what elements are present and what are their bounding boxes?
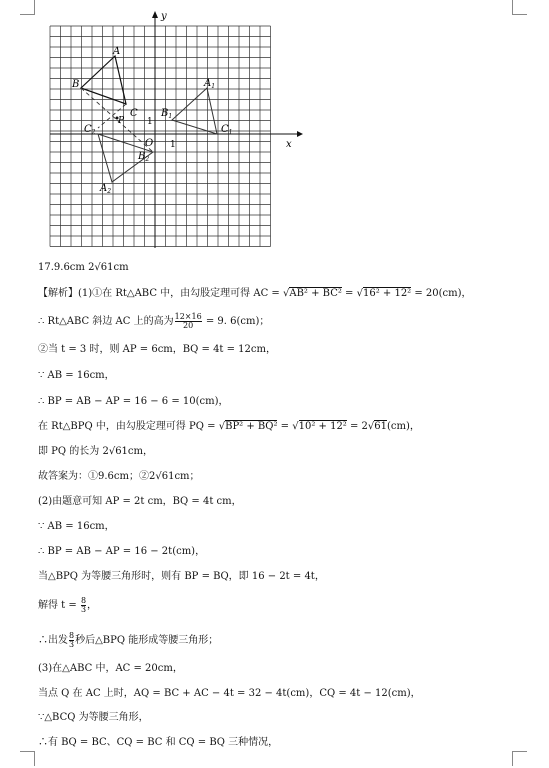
solution-line: 故答案为：①9.6cm；②2√61cm； [38, 471, 200, 482]
denominator: 20 [183, 321, 194, 330]
text: = [341, 288, 357, 299]
solution-line: 当△BPQ 为等腰三角形时，则有 BP = BQ，即 16 − 2t = 4t， [38, 571, 325, 582]
solution-line: ∴ BP = AB − AP = 16 − 6 = 10(cm)， [38, 396, 229, 407]
page-corner-mark [512, 751, 527, 766]
y-unit-label: 1 [147, 117, 153, 127]
solution-line: 当点 Q 在 AC 上时，AQ = BC + AC − 4t = 32 − 4t(cm)，CQ = 4t − 12(cm)， [38, 688, 421, 699]
text: = 20(cm)， [411, 288, 472, 299]
solution-line: 在 Rt△BPQ 中，由勾股定理可得 PQ = √BP² + BQ² = √10² + 12² = 2√61(cm)， [38, 421, 420, 432]
solution-line: ∵△BCQ 为等腰三角形， [38, 712, 149, 723]
solution-line: 【解析】(1)①在 Rt△ABC 中，由勾股定理可得 AC = √AB² + BC² = √16² + 12² = 20(cm)， [38, 288, 472, 299]
label-c: C [130, 108, 138, 119]
solution-line: ∴有 BQ = BC、CQ = BC 和 CQ = BQ 三种情况， [38, 737, 279, 748]
text: (cm)， [387, 421, 420, 432]
x-unit-label: 1 [170, 140, 176, 150]
label-a1: $A_1$ [204, 78, 216, 90]
page-corner-mark [20, 751, 35, 766]
text: = 2 [346, 421, 368, 432]
solution-line: ∵ AB = 16cm， [38, 521, 115, 532]
text: ∴出发 [38, 635, 68, 646]
y-axis-arrow [152, 11, 158, 18]
answer-line: 17.9.6cm 2√61cm [38, 262, 129, 273]
label-c1: $C_1$ [221, 124, 233, 136]
label-b: B [72, 79, 80, 90]
origin-label: O [145, 138, 154, 149]
label-a2: $A_2$ [100, 183, 112, 195]
solution-line: ②当 t = 3 时，则 AP = 6cm，BQ = 4t = 12cm， [38, 344, 276, 355]
text: ， [87, 600, 98, 611]
label-b1: $B_1$ [161, 108, 173, 120]
numerator: 8 [80, 596, 87, 605]
solution-line: 即 PQ 的长为 2√61cm， [38, 446, 154, 457]
coordinate-grid-figure [30, 6, 310, 256]
solution-line: ∵ AB = 16cm， [38, 370, 115, 381]
label-c2: $C_2$ [84, 124, 96, 136]
page-corner-mark [512, 0, 527, 15]
text: 在 Rt△BPQ 中，由勾股定理可得 PQ = [38, 421, 219, 432]
triangle-abc [81, 56, 126, 104]
text: = 9. 6(cm)； [202, 316, 270, 327]
text: ∴ Rt△ABC 斜边 AC 上的高为 [38, 316, 174, 327]
solution-line [38, 632, 218, 649]
solution-line: ∴ BP = AB − AP = 16 − 2t(cm)， [38, 546, 206, 557]
radicand: 61 [374, 421, 388, 432]
text: 秒后△BPQ 能形成等腰三角形； [75, 635, 219, 646]
x-axis-arrow [297, 131, 303, 137]
label-b2: $B_2$ [138, 151, 150, 163]
numerator: 8 [69, 631, 75, 640]
solution-line [38, 597, 97, 614]
text: 解得 t = [38, 600, 80, 611]
denominator: 3 [69, 640, 75, 649]
grid-lines [50, 26, 271, 247]
label-a: A [113, 46, 121, 57]
fraction [69, 632, 74, 649]
denominator: 3 [80, 605, 87, 614]
triangle-a1b1c1 [172, 88, 217, 134]
radicand: BP² + BQ² [225, 421, 278, 432]
x-axis-label: x [286, 139, 292, 150]
radicand: AB² + BC² [289, 288, 342, 299]
radicand: 10² + 12² [298, 421, 347, 432]
solution-line: (2)由题意可知 AP = 2t cm，BQ = 4t cm， [38, 496, 242, 507]
text: 【解析】(1)①在 Rt△ABC 中，由勾股定理可得 AC = [38, 288, 283, 299]
numerator: 12×16 [174, 312, 202, 321]
radicand: 16² + 12² [362, 288, 412, 299]
y-axis-label: y [161, 11, 167, 22]
fraction [81, 597, 86, 614]
text: = [277, 421, 293, 432]
solution-line: (3)在△ABC 中，AC = 20cm， [38, 663, 183, 674]
label-p: P [118, 116, 125, 126]
fraction [175, 313, 202, 330]
solution-line [38, 313, 269, 330]
